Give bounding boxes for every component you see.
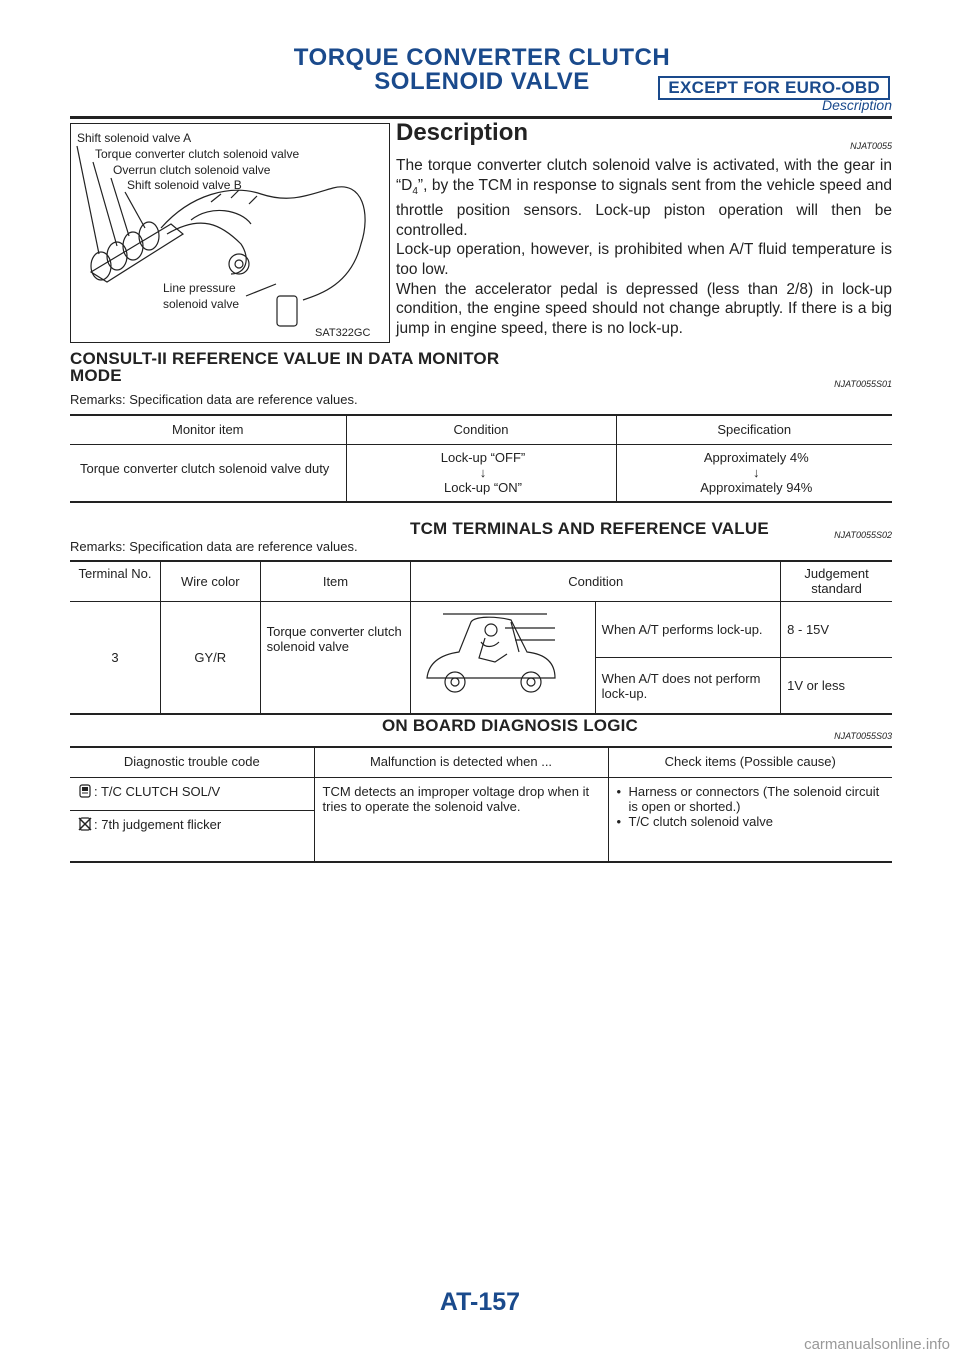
- wire-color: GY/R: [160, 602, 260, 715]
- fig-label-overrun: Overrun clutch solenoid valve: [113, 163, 271, 177]
- check-item: • Harness or connectors (The solenoid circuit is open or shorted.): [617, 784, 887, 814]
- consult-ref-code: NJAT0055S01: [834, 379, 892, 389]
- table-header-row: [70, 561, 892, 602]
- description-para-2: Lock-up operation, however, is prohibited when A/T fluid temperature is too low.: [396, 241, 892, 279]
- tcm-heading: TCM TERMINALS AND REFERENCE VALUE: [410, 519, 769, 538]
- section-badge: EXCEPT FOR EURO-OBD: [658, 76, 890, 100]
- table-row: [70, 445, 892, 503]
- table-header-row: [70, 747, 892, 778]
- item-cell: Torque converter clutch solenoid valve: [260, 602, 411, 715]
- col-header: Wire color: [160, 561, 260, 602]
- description-para-1: The torque converter clutch solenoid valve is activated, with the gear in “$D_4$”, by the TCM in response to signals sent from the vehicle speed and throttle position sensors. Lock-up piston operation will then be controlled.: [396, 157, 892, 239]
- figure-id: SAT322GC: [315, 327, 371, 339]
- consult-remark: Remarks: Specification data are reference values.: [70, 392, 358, 407]
- watermark: carmanualsonline.info: [804, 1336, 950, 1353]
- description-body: [396, 156, 892, 338]
- fig-label-tcc: Torque converter clutch solenoid valve: [95, 147, 300, 161]
- dtc-consult: : T/C CLUTCH SOL/V: [70, 778, 314, 811]
- col-header: Specification: [616, 415, 892, 445]
- obd-heading: ON BOARD DIAGNOSIS LOGIC: [382, 716, 639, 735]
- description-para-3: When the accelerator pedal is depressed (less than 2/8) in lock-up condition, the engine speed should not change abruptly. If there is a big jump in engine speed, there is no lock-up.: [396, 280, 892, 337]
- no-tools-icon: [78, 817, 92, 831]
- fig-label-ssv-b: Shift solenoid valve B: [127, 178, 242, 192]
- condition-cell: Lock-up “OFF” ↓ Lock-up “ON”: [346, 445, 616, 503]
- section-subtitle: Description: [821, 97, 892, 113]
- col-header: Monitor item: [70, 415, 346, 445]
- col-header: Check items (Possible cause): [608, 747, 892, 778]
- solenoid-illustration: [71, 124, 389, 342]
- fig-label-ssv-a: Shift solenoid valve A: [77, 131, 192, 145]
- condition-no-lockup: When A/T does not perform lock-up.: [595, 658, 781, 714]
- table-header-row: [70, 415, 892, 445]
- car-driver-figure: [411, 602, 595, 715]
- value-lockup: 8 - 15V: [781, 602, 892, 658]
- page-title: [262, 46, 702, 94]
- down-arrow-icon: ↓: [479, 465, 487, 480]
- page-title-line2: SOLENOID VALVE: [374, 68, 590, 95]
- terminal-no: 3: [111, 650, 119, 665]
- obd-ref-code: NJAT0055S03: [834, 731, 892, 741]
- consult-icon: [78, 784, 92, 798]
- page-number: AT-157: [439, 1288, 521, 1316]
- fig-label-line-pressure-2: solenoid valve: [163, 297, 240, 311]
- col-header: Terminal No.: [70, 561, 160, 602]
- tcm-remark: Remarks: Specification data are reference values.: [70, 539, 358, 554]
- specification-cell: Approximately 4% ↓ Approximately 94%: [616, 445, 892, 503]
- description-heading: Description: [396, 119, 529, 146]
- consult-heading: CONSULT-II REFERENCE VALUE IN DATA MONITOR MODE: [70, 349, 500, 385]
- col-header: Diagnostic trouble code: [70, 747, 314, 778]
- consult-table: [70, 414, 892, 503]
- obd-table: [70, 746, 892, 863]
- solenoid-figure: [70, 123, 390, 343]
- dtc-flicker: : 7th judgement flicker: [70, 811, 314, 863]
- col-header: Condition: [346, 415, 616, 445]
- car-driver-icon: [415, 608, 565, 704]
- down-arrow-icon: ↓: [753, 465, 760, 480]
- malfunction-cell: TCM detects an improper voltage drop when it tries to operate the solenoid valve.: [314, 778, 608, 863]
- col-header: Judgement standard: [781, 561, 892, 602]
- description-ref-code: NJAT0055: [850, 141, 892, 151]
- tcm-table: [70, 560, 892, 715]
- monitor-item: Torque converter clutch solenoid valve duty: [80, 461, 330, 476]
- table-row: [70, 778, 892, 811]
- check-item: • T/C clutch solenoid valve: [617, 814, 887, 829]
- condition-lockup: When A/T performs lock-up.: [595, 602, 781, 658]
- table-row: [70, 602, 892, 658]
- col-header: Condition: [411, 561, 781, 602]
- tcm-ref-code: NJAT0055S02: [834, 530, 892, 540]
- page-title-line1: TORQUE CONVERTER CLUTCH: [293, 44, 671, 71]
- fig-label-line-pressure: Line pressure: [163, 281, 236, 295]
- col-header: Malfunction is detected when ...: [314, 747, 608, 778]
- check-items-cell: [608, 778, 892, 863]
- col-header: Item: [260, 561, 411, 602]
- value-no-lockup: 1V or less: [781, 658, 892, 714]
